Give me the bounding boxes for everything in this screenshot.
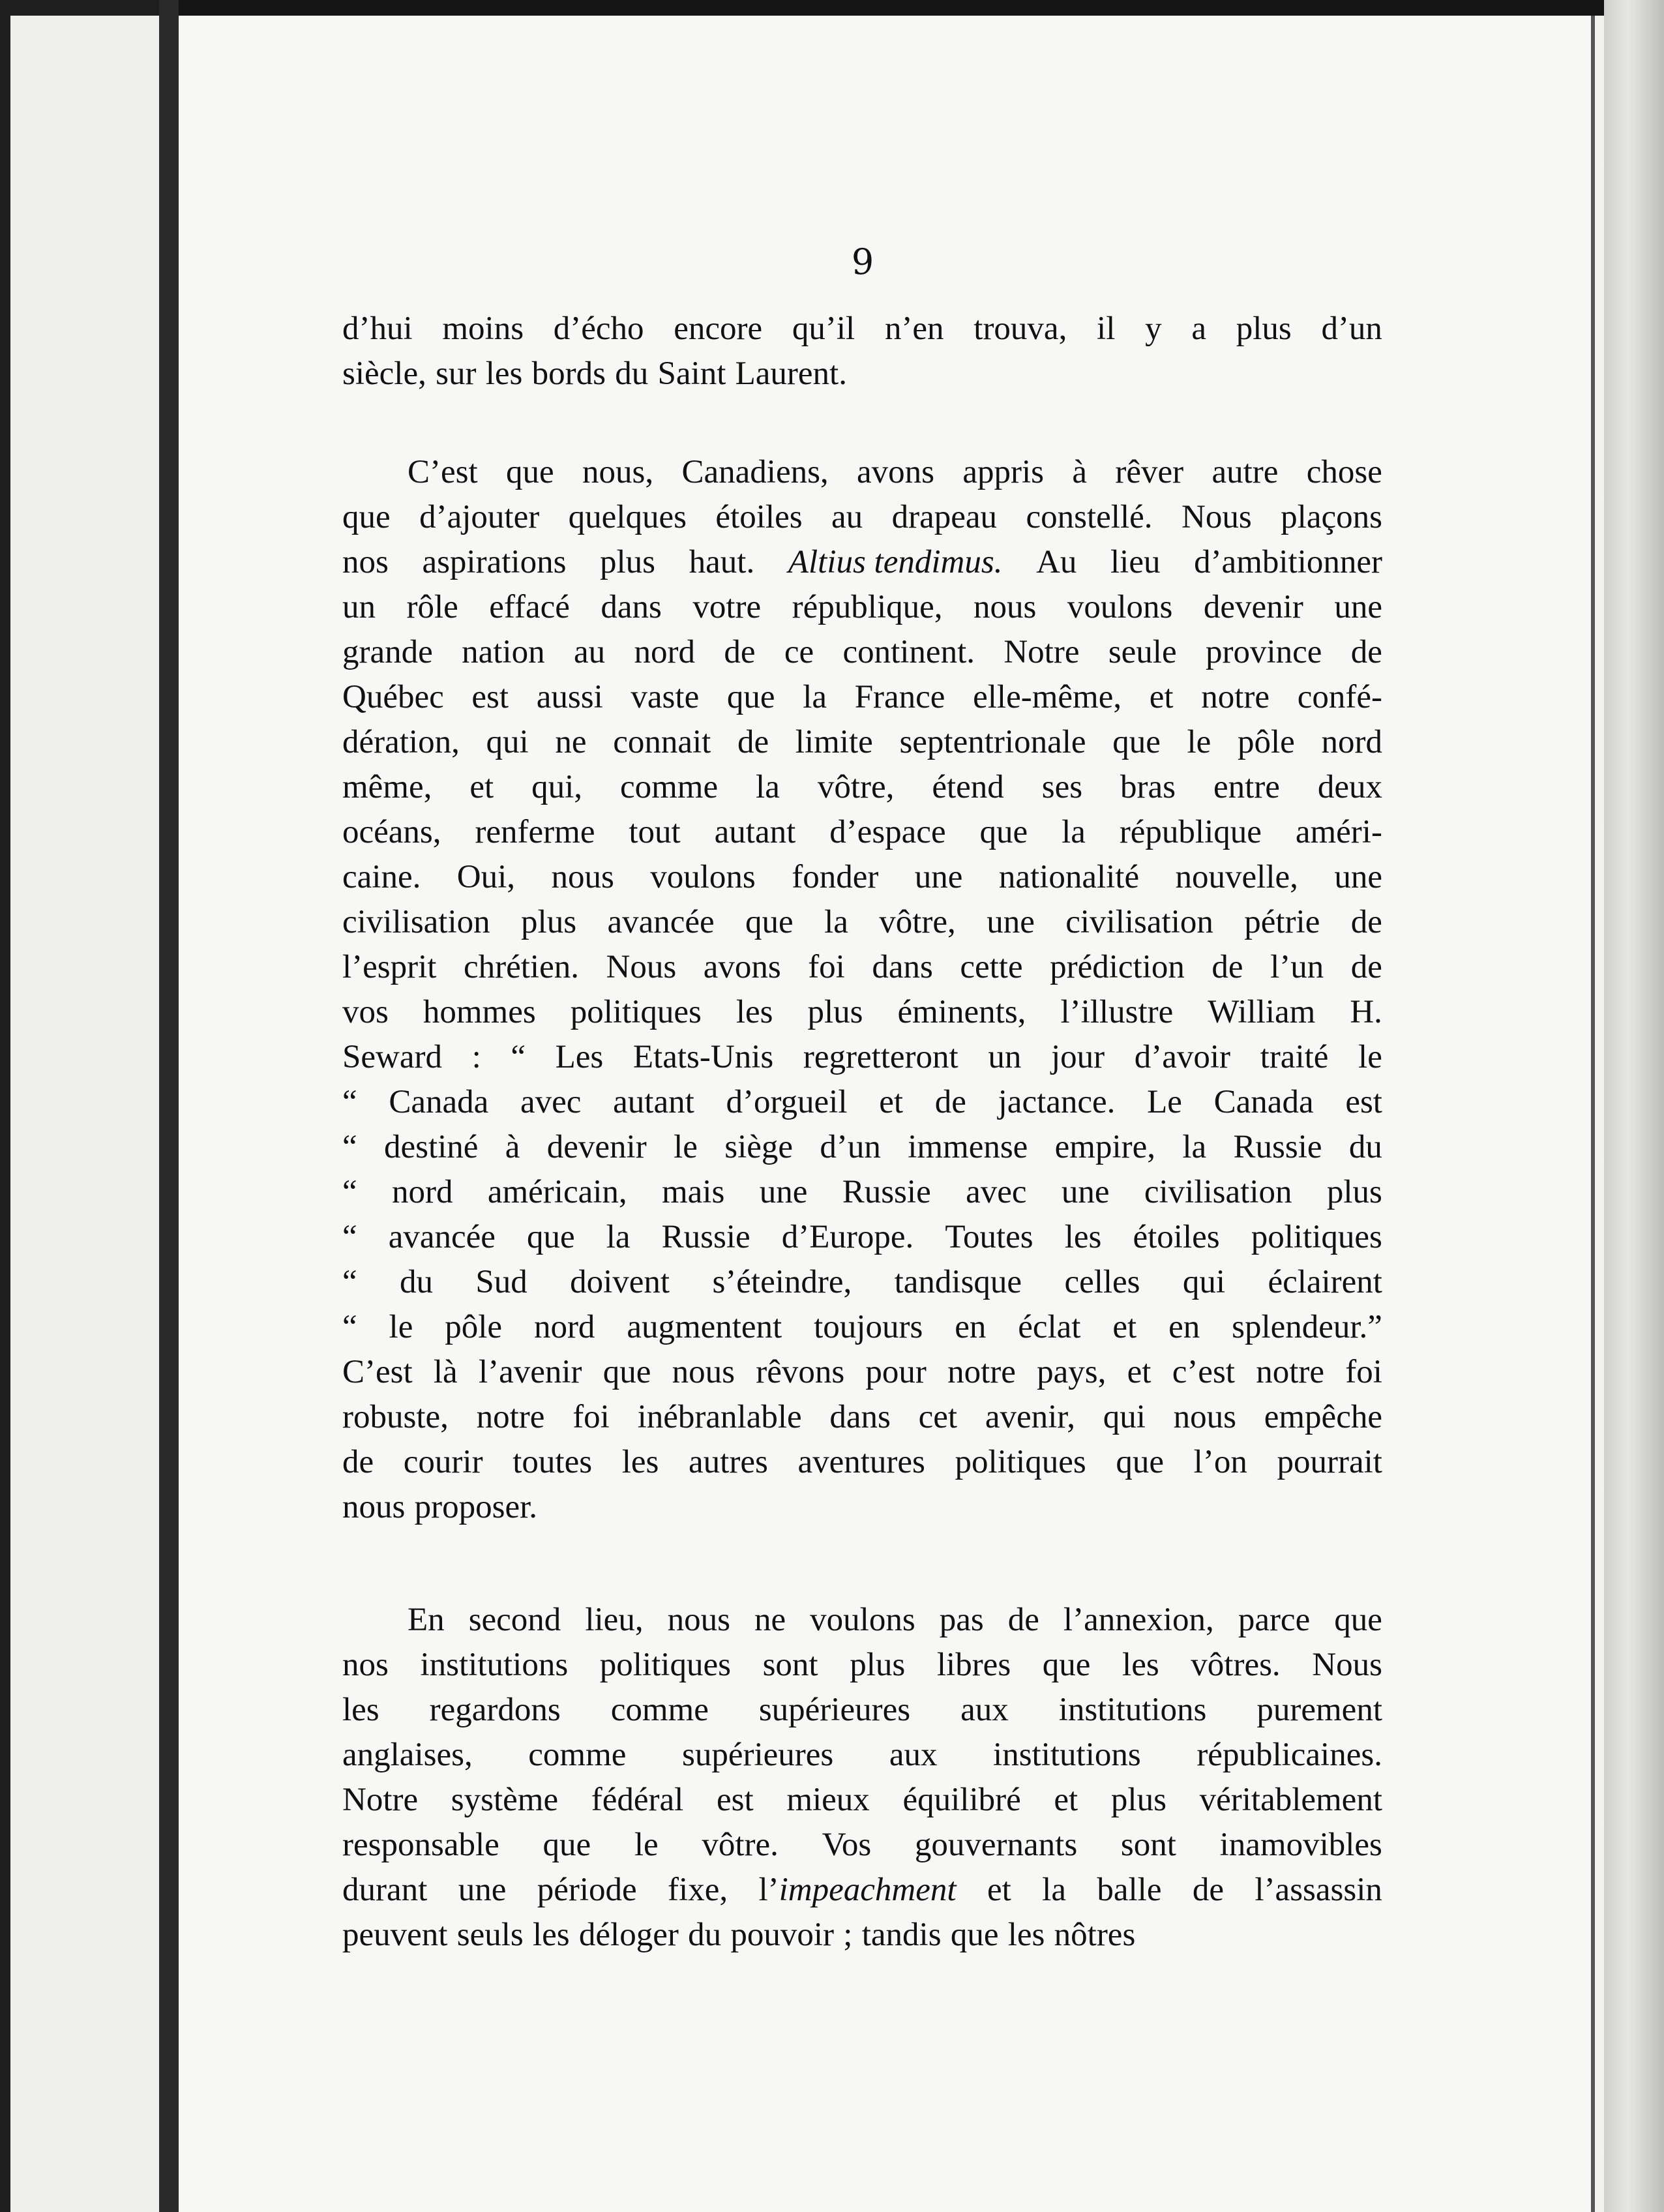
paragraph-3 [342,1598,1382,1958]
text-line: “ destiné à devenir le siège d’un immense empire, la Russie du [342,1129,1382,1165]
text-line: grande nation au nord de ce continent. Notre seule province de [342,634,1382,670]
text-line: anglaises, comme supérieures aux institutions républicaines. [342,1737,1382,1773]
scan-top-border [0,0,1664,16]
text-line: “ le pôle nord augmentent toujours en éclat et en splendeur.” [342,1309,1382,1345]
text-line: responsable que le vôtre. Vos gouvernants sont inamovibles [342,1827,1382,1863]
paragraph-1 [342,306,1382,396]
text-line: Québec est aussi vaste que la France elle-même, et notre confé- [342,679,1382,715]
page-number: 9 [851,241,874,282]
text-line: “ Canada avec autant d’orgueil et de jactance. Le Canada est [342,1084,1382,1120]
text-line: “ du Sud doivent s’éteindre, tandisque celles qui éclairent [342,1264,1382,1300]
text-line: océans, renferme tout autant d’espace que la république améri- [342,814,1382,850]
text-line: siècle, sur les bords du Saint Laurent. [342,355,847,392]
text-line: nous proposer. [342,1489,538,1525]
text-line: un rôle effacé dans votre république, nous voulons devenir une [342,589,1382,625]
page-right-edge [1591,16,1595,2212]
scan-right-margin [1604,0,1664,2212]
text-line: nos aspirations plus haut. Altius tendimus. Au lieu d’ambitionner [342,544,1382,580]
text-line: caine. Oui, nous voulons fonder une nationalité nouvelle, une [342,859,1382,895]
book-gutter [159,0,179,2212]
text-line: même, et qui, comme la vôtre, étend ses bras entre deux [342,769,1382,805]
text-line: “ nord américain, mais une Russie avec une civilisation plus [342,1174,1382,1210]
text-line: robuste, notre foi inébranlable dans cet avenir, qui nous empêche [342,1399,1382,1435]
text-line: vos hommes politiques les plus éminents, l’illustre William H. [342,994,1382,1030]
text-line: nos institutions politiques sont plus libres que les vôtres. Nous [342,1647,1382,1683]
text-line: d’hui moins d’écho encore qu’il n’en trouva, il y a plus d’un [342,310,1382,347]
text-line: l’esprit chrétien. Nous avons foi dans cette prédiction de l’un de [342,949,1382,985]
text-line: durant une période fixe, l’impeachment et la balle de l’assassin [342,1872,1382,1908]
facing-page-edge [10,16,159,2212]
text-line: Seward : “ Les Etats-Unis regretteront un jour d’avoir traité le [342,1039,1382,1075]
text-line: “ avancée que la Russie d’Europe. Toutes les étoiles politiques [342,1219,1382,1255]
text-line: Notre système fédéral est mieux équilibré et plus véritablement [342,1782,1382,1818]
text-line: En second lieu, nous ne voulons pas de l’annexion, parce que [408,1602,1382,1638]
text-line: civilisation plus avancée que la vôtre, une civilisation pétrie de [342,904,1382,940]
paragraph-2 [342,450,1382,1530]
text-line: C’est là l’avenir que nous rêvons pour notre pays, et c’est notre foi [342,1354,1382,1390]
text-line: dération, qui ne connait de limite septentrionale que le pôle nord [342,724,1382,760]
text-line: les regardons comme supérieures aux institutions purement [342,1692,1382,1728]
text-line: C’est que nous, Canadiens, avons appris à rêver autre chose [408,454,1382,490]
text-line: que d’ajouter quelques étoiles au drapeau constellé. Nous plaçons [342,499,1382,535]
text-line: peuvent seuls les déloger du pouvoir ; tandis que les nôtres [342,1917,1136,1953]
text-line: de courir toutes les autres aventures politiques que l’on pourrait [342,1444,1382,1480]
